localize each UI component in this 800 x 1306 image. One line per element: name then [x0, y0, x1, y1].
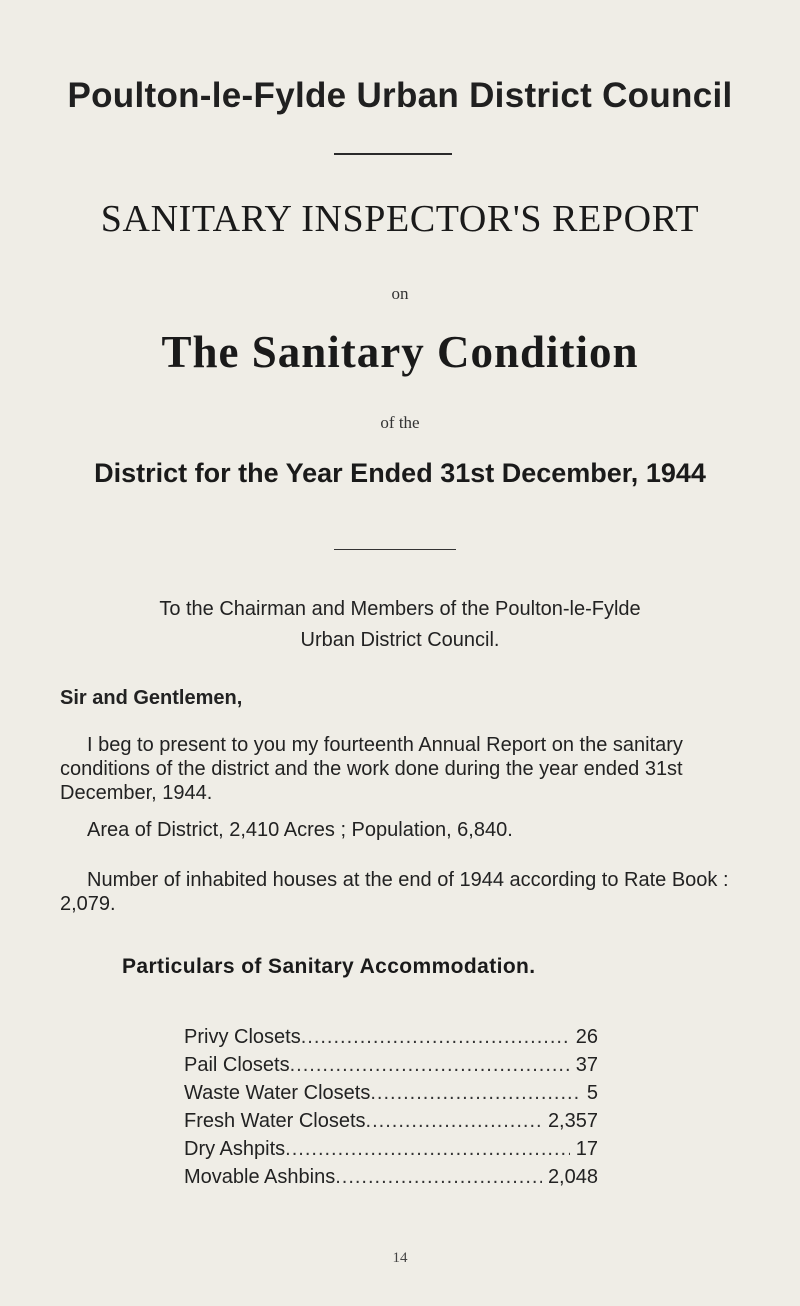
page-number: 14: [392, 1250, 408, 1266]
on-text: on: [391, 284, 409, 303]
paragraph-area: Area of District, 2,410 Acres ; Population, 6,840.: [87, 819, 513, 841]
item-label: Dry Ashpits: [184, 1138, 286, 1160]
list-item: [184, 1082, 598, 1110]
report-subject: The Sanitary Condition: [161, 327, 639, 377]
report-title: SANITARY INSPECTOR'S REPORT: [100, 198, 700, 240]
paragraph-houses: Number of inhabited houses at the end of 1944 according to Rate Book : 2,079.: [60, 869, 729, 915]
leader-dots: [370, 1082, 581, 1105]
item-value: 2,048: [547, 1166, 598, 1188]
divider-top: [334, 153, 452, 155]
leader-dots: [290, 1054, 570, 1077]
list-item: [184, 1138, 598, 1166]
council-name: Poulton-le-Fylde Urban District Council: [67, 76, 733, 115]
addressee-line-1: To the Chairman and Members of the Poulton-le-Fylde: [159, 598, 641, 620]
item-value: 37: [575, 1054, 598, 1076]
leader-dots: [301, 1026, 570, 1049]
leader-dots: [335, 1166, 542, 1189]
item-value: 5: [586, 1082, 598, 1104]
addressee: [0, 594, 800, 656]
list-item: [184, 1026, 598, 1054]
report-period: District for the Year Ended 31st December, 1944: [94, 458, 706, 488]
item-label: Pail Closets: [184, 1054, 290, 1076]
divider-bottom: [334, 549, 456, 550]
list-item: [184, 1054, 598, 1082]
item-label: Privy Closets: [184, 1026, 301, 1048]
item-label: Fresh Water Closets: [184, 1110, 366, 1132]
paragraph-intro: I beg to present to you my fourteenth Annual Report on the sanitary conditions of the district and the work done during the year ended 31st December, 1944.: [60, 734, 683, 804]
addressee-line-2: Urban District Council.: [300, 629, 500, 651]
item-label: Waste Water Closets: [184, 1082, 371, 1104]
list-item: [184, 1166, 598, 1194]
item-value: 26: [575, 1026, 598, 1048]
item-value: 17: [575, 1138, 598, 1160]
list-item: [184, 1110, 598, 1138]
accommodation-heading: Particulars of Sanitary Accommodation.: [122, 955, 536, 978]
of-the-text: of the: [380, 413, 420, 432]
salutation: Sir and Gentlemen,: [60, 687, 243, 709]
item-label: Movable Ashbins: [184, 1166, 336, 1188]
item-value: 2,357: [547, 1110, 598, 1132]
leader-dots: [366, 1110, 542, 1133]
leader-dots: [285, 1138, 570, 1161]
accommodation-list: [184, 1026, 598, 1194]
